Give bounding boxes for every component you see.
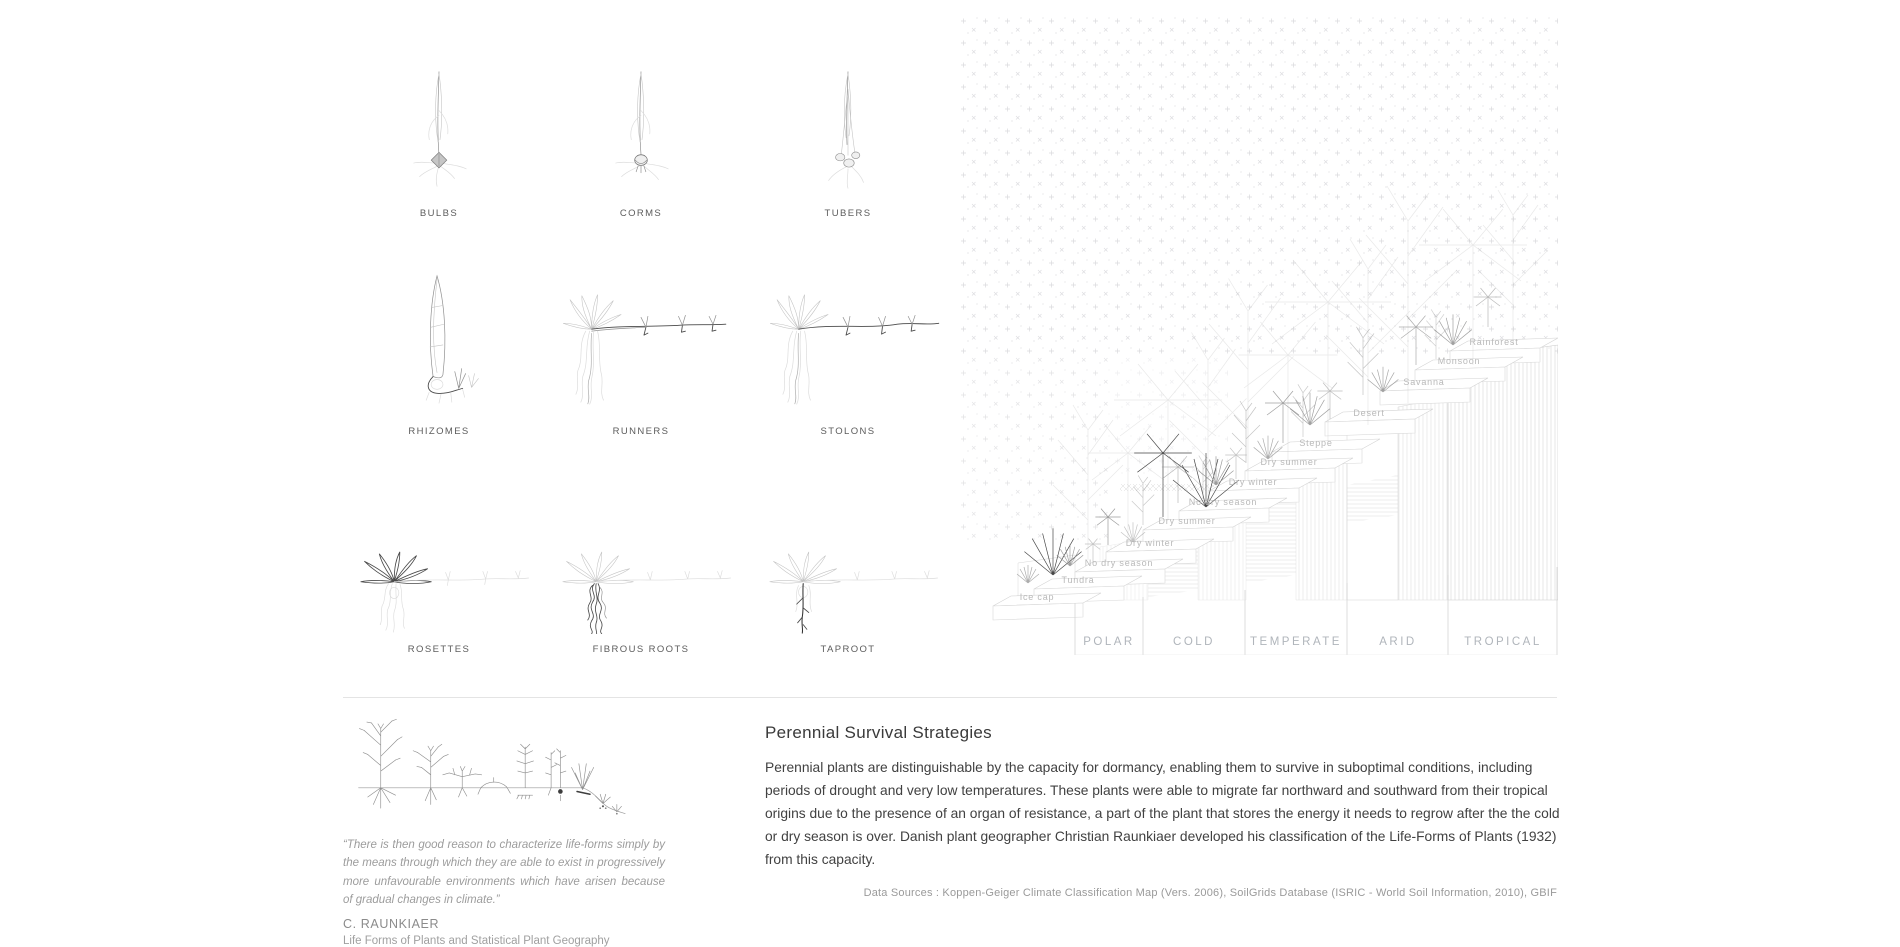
rosettes-illustration (329, 550, 549, 634)
organ-cell-rhizomes (329, 268, 549, 437)
step-label-desert: Desert (1353, 408, 1385, 418)
organ-label-rosettes: ROSETTES (407, 644, 471, 655)
tubers-illustration (788, 62, 908, 198)
step-label-monsoon: Monsoon (1437, 356, 1481, 366)
step-label-dry-winter-2: Dry winter (1228, 477, 1278, 487)
stolons-illustration (738, 268, 958, 416)
step-label-no-dry-season-2: No dry season (1188, 497, 1258, 507)
organ-cell-stolons (738, 268, 958, 437)
quote-source: Life Forms of Plants and Statistical Plant Geography (343, 934, 610, 947)
organ-cell-rosettes (329, 550, 549, 655)
page-title: Perennial Survival Strategies (765, 723, 992, 742)
corms-illustration (581, 62, 701, 198)
step-label-rainforest: Rainforest (1469, 337, 1519, 347)
description-body: Perennial plants are distinguishable by the capacity for dormancy, enabling them to survive in suboptimal conditions, including periods of drought and very low temperatures. These plants were able to migrate far northward and southward from their tropical origins due to the presence of an organ of resistance, a part of the plant that stores the energy it needs to regrow after the the cold or dry season is over. Danish plant geographer Christian Raunkiaer developed his classification of the Life-Forms of Plants (1932) from this capacity. (765, 760, 1560, 868)
quote-text: “There is then good reason to characterize life-forms simply by the means through which they are able to exist in progressively more unfavourable environments which have arisen because of gradual changes in climate.” (343, 839, 665, 907)
runners-illustration (531, 268, 751, 416)
step-label-ice-cap: Ice cap (1019, 592, 1055, 602)
step-label-dry-winter: Dry winter (1125, 538, 1175, 548)
step-label-dry-summer-2: Dry summer (1260, 457, 1318, 467)
zone-label-cold: COLD (1173, 636, 1215, 648)
organ-label-stolons: STOLONS (820, 426, 876, 437)
organ-label-runners: RUNNERS (612, 426, 670, 437)
organ-label-fibrous-roots: FIBROUS ROOTS (592, 644, 690, 655)
organ-cell-corms (531, 62, 751, 219)
organ-cell-taproot (738, 550, 958, 655)
climate-staircase-diagram (958, 15, 1558, 655)
organ-label-tubers: TUBERS (824, 208, 872, 219)
step-label-dry-summer: Dry summer (1158, 516, 1216, 526)
horizontal-divider (343, 697, 1557, 698)
step-label-steppe: Steppe (1299, 438, 1333, 448)
organ-cell-bulbs (329, 62, 549, 219)
bulbs-illustration (379, 62, 499, 198)
organ-label-rhizomes: RHIZOMES (408, 426, 470, 437)
organ-label-bulbs: BULBS (419, 208, 459, 219)
precipitation-dot-field (958, 15, 1558, 355)
raunkiaer-lifeforms-sketch (340, 710, 640, 835)
organ-cell-runners (531, 268, 751, 437)
taproot-illustration (738, 550, 958, 634)
organ-label-corms: CORMS (619, 208, 663, 219)
zone-label-arid: ARID (1379, 636, 1417, 648)
organ-cell-fibrous-roots (531, 550, 751, 655)
rhizomes-illustration (359, 268, 519, 416)
quote-author: C. RAUNKIAER (343, 916, 440, 931)
step-label-savanna: Savanna (1403, 377, 1445, 387)
zone-label-polar: POLAR (1083, 636, 1135, 648)
zone-label-tropical: TROPICAL (1464, 636, 1542, 648)
step-label-no-dry-season: No dry season (1084, 558, 1154, 568)
description-block (765, 723, 1565, 871)
step-label-tundra: Tundra (1061, 575, 1095, 585)
fibrous-roots-illustration (531, 550, 751, 634)
organ-label-taproot: TAPROOT (820, 644, 876, 655)
quote-block (343, 836, 665, 947)
zone-label-temperate: TEMPERATE (1250, 636, 1342, 648)
organ-cell-tubers (738, 62, 958, 219)
data-sources-note: Data Sources : Koppen-Geiger Climate Classification Map (Vers. 2006), SoilGrids Database (ISRIC - World Soil Information, 2010), GBIF (863, 887, 1557, 899)
